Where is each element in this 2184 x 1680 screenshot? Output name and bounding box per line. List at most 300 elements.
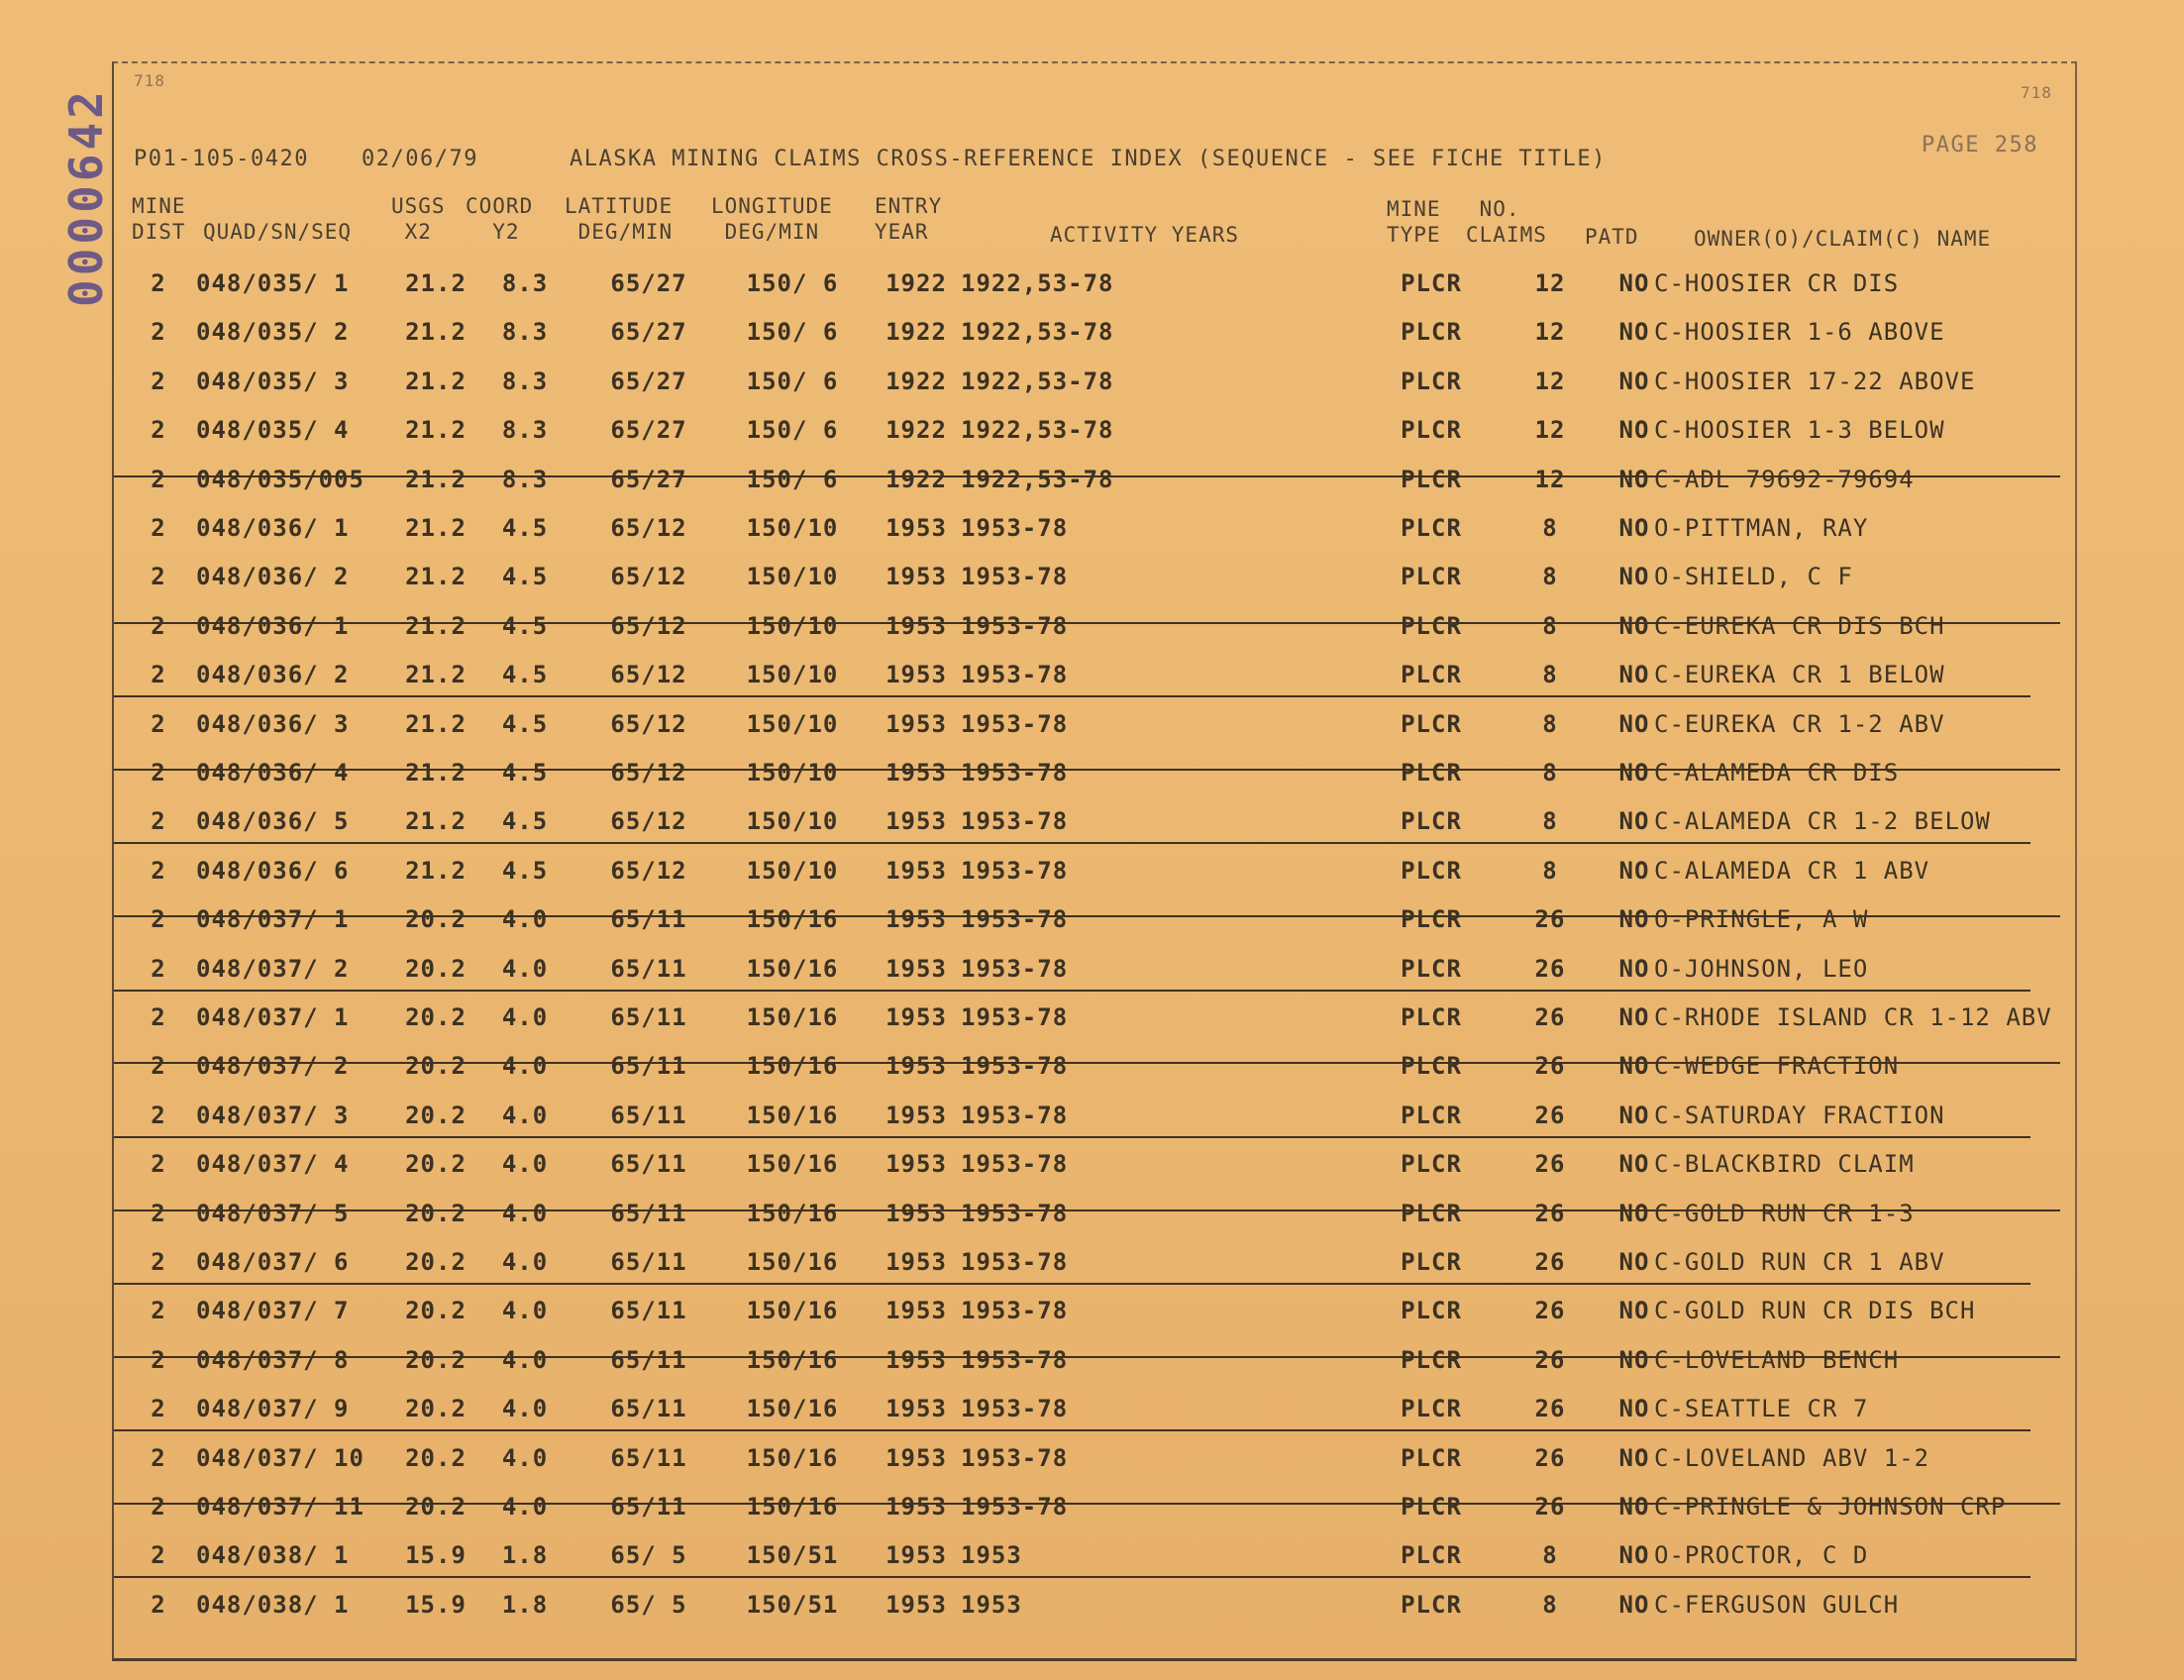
cell-quad-sn-seq: 048/038/ 1 [196, 1541, 350, 1570]
corner-mark-left: 718 [134, 71, 165, 90]
cell-activity-years: 1953-78 [961, 514, 1069, 542]
cell-longitude: 150/16 [746, 1443, 839, 1472]
cell-latitude: 65/12 [610, 759, 687, 787]
cell-activity-years: 1922,53-78 [961, 367, 1114, 395]
cell-owner-name: C-GOLD RUN CR 1 ABV [1654, 1248, 1945, 1276]
cell-entry-year: 1922 [885, 416, 947, 445]
cell-quad-sn-seq: 048/036/ 6 [196, 856, 350, 885]
cell-mine-dist: 2 [151, 269, 166, 297]
cell-owner-name: C-GOLD RUN CR DIS BCH [1654, 1297, 1976, 1325]
cell-quad-sn-seq: 048/037/ 11 [196, 1493, 364, 1521]
cell-mine-type: PLCR [1401, 1395, 1462, 1423]
cell-usgs-x2: 21.2 [405, 661, 467, 689]
table-row [119, 1581, 2060, 1629]
cell-mine-type: PLCR [1401, 1541, 1462, 1570]
cell-no-claims: 12 [1534, 416, 1566, 445]
cell-mine-type: PLCR [1401, 514, 1462, 542]
cell-coord-y2: 4.0 [501, 1297, 549, 1325]
cell-activity-years: 1953-78 [961, 1395, 1069, 1423]
header-mine-type: MINE TYPE [1387, 197, 1441, 247]
cell-mine-type: PLCR [1401, 1297, 1462, 1325]
cell-activity-years: 1953-78 [961, 563, 1069, 591]
cell-activity-years: 1953-78 [961, 1052, 1069, 1081]
cell-usgs-x2: 21.2 [405, 318, 467, 347]
cell-mine-type: PLCR [1401, 1052, 1462, 1081]
cell-activity-years: 1953-78 [961, 954, 1069, 983]
cell-quad-sn-seq: 048/037/ 9 [196, 1395, 350, 1423]
cell-latitude: 65/12 [610, 563, 687, 591]
cell-latitude: 65/12 [610, 856, 687, 885]
cell-activity-years: 1922,53-78 [961, 318, 1114, 347]
cell-patd: NO [1618, 1541, 1650, 1570]
report-date: 02/06/79 [362, 147, 478, 171]
cell-quad-sn-seq: 048/035/ 1 [196, 269, 350, 297]
cell-entry-year: 1953 [885, 856, 947, 885]
cell-patd: NO [1618, 416, 1650, 445]
cell-latitude: 65/27 [610, 465, 687, 493]
cell-longitude: 150/10 [746, 563, 839, 591]
cell-entry-year: 1953 [885, 1248, 947, 1276]
cell-activity-years: 1922,53-78 [961, 416, 1114, 445]
cell-no-claims: 8 [1542, 759, 1558, 787]
cell-latitude: 65/27 [610, 318, 687, 347]
cell-patd: NO [1618, 465, 1650, 493]
cell-longitude: 150/ 6 [746, 465, 839, 493]
cell-coord-y2: 4.0 [501, 954, 549, 983]
cell-latitude: 65/11 [610, 1248, 687, 1276]
cell-mine-dist: 2 [151, 856, 166, 885]
cell-coord-y2: 8.3 [501, 416, 549, 445]
stamp-number: 0000642 [59, 87, 113, 307]
cell-longitude: 150/ 6 [746, 416, 839, 445]
cell-longitude: 150/10 [746, 661, 839, 689]
cell-mine-dist: 2 [151, 1150, 166, 1179]
cell-quad-sn-seq: 048/037/ 10 [196, 1443, 364, 1472]
cell-patd: NO [1618, 1297, 1650, 1325]
cell-no-claims: 26 [1534, 1003, 1566, 1031]
cell-mine-dist: 2 [151, 367, 166, 395]
cell-no-claims: 12 [1534, 367, 1566, 395]
cell-quad-sn-seq: 048/036/ 2 [196, 661, 350, 689]
cell-patd: NO [1618, 318, 1650, 347]
cell-activity-years: 1953-78 [961, 856, 1069, 885]
header-latitude: LATITUDE DEG/MIN [565, 194, 674, 244]
cell-latitude: 65/11 [610, 1493, 687, 1521]
cell-no-claims: 8 [1542, 856, 1558, 885]
cell-coord-y2: 4.0 [501, 1052, 549, 1081]
cell-activity-years: 1953-78 [961, 709, 1069, 738]
cell-longitude: 150/16 [746, 1003, 839, 1031]
cell-latitude: 65/11 [610, 1101, 687, 1129]
cell-owner-name: C-ALAMEDA CR 1 ABV [1654, 856, 1930, 885]
cell-activity-years: 1953-78 [961, 1199, 1069, 1227]
cell-mine-type: PLCR [1401, 661, 1462, 689]
cell-usgs-x2: 20.2 [405, 1101, 467, 1129]
cell-activity-years: 1953-78 [961, 1101, 1069, 1129]
cell-owner-name: C-HOOSIER 1-3 BELOW [1654, 416, 1945, 445]
cell-latitude: 65/11 [610, 954, 687, 983]
cell-activity-years: 1953-78 [961, 759, 1069, 787]
cell-patd: NO [1618, 1493, 1650, 1521]
cell-entry-year: 1953 [885, 1003, 947, 1031]
cell-quad-sn-seq: 048/037/ 1 [196, 905, 350, 934]
cell-no-claims: 26 [1534, 1150, 1566, 1179]
cell-coord-y2: 4.0 [501, 1493, 549, 1521]
cell-mine-dist: 2 [151, 1297, 166, 1325]
cell-patd: NO [1618, 1003, 1650, 1031]
cell-longitude: 150/16 [746, 1199, 839, 1227]
cell-coord-y2: 4.5 [501, 611, 549, 640]
cell-entry-year: 1953 [885, 611, 947, 640]
cell-entry-year: 1953 [885, 759, 947, 787]
cell-mine-type: PLCR [1401, 1199, 1462, 1227]
cell-mine-dist: 2 [151, 1199, 166, 1227]
cell-usgs-x2: 21.2 [405, 807, 467, 836]
cell-no-claims: 26 [1534, 1199, 1566, 1227]
cell-mine-type: PLCR [1401, 905, 1462, 934]
cell-patd: NO [1618, 514, 1650, 542]
cell-no-claims: 8 [1542, 1541, 1558, 1570]
cell-mine-dist: 2 [151, 1395, 166, 1423]
cell-patd: NO [1618, 807, 1650, 836]
cell-longitude: 150/10 [746, 856, 839, 885]
cell-patd: NO [1618, 563, 1650, 591]
report-title: ALASKA MINING CLAIMS CROSS-REFERENCE INDEX (SEQUENCE - SEE FICHE TITLE) [570, 147, 1607, 171]
cell-owner-name: O-PRINGLE, A W [1654, 905, 1869, 934]
cell-quad-sn-seq: 048/036/ 1 [196, 611, 350, 640]
table-row [119, 1190, 2060, 1238]
cell-latitude: 65/27 [610, 416, 687, 445]
cell-entry-year: 1922 [885, 465, 947, 493]
cell-latitude: 65/12 [610, 611, 687, 640]
cell-patd: NO [1618, 367, 1650, 395]
cell-entry-year: 1953 [885, 807, 947, 836]
header-patd: PATD [1585, 225, 1639, 249]
cell-longitude: 150/51 [746, 1541, 839, 1570]
cell-mine-dist: 2 [151, 954, 166, 983]
cell-owner-name: C-RHODE ISLAND CR 1-12 ABV [1654, 1003, 2052, 1031]
cell-owner-name: C-HOOSIER 17-22 ABOVE [1654, 367, 1976, 395]
cell-entry-year: 1953 [885, 954, 947, 983]
cell-coord-y2: 4.0 [501, 1150, 549, 1179]
cell-latitude: 65/27 [610, 367, 687, 395]
cell-quad-sn-seq: 048/035/ 2 [196, 318, 350, 347]
cell-patd: NO [1618, 1199, 1650, 1227]
cell-latitude: 65/11 [610, 1297, 687, 1325]
table-row [119, 602, 2060, 651]
cell-quad-sn-seq: 048/035/005 [196, 465, 364, 493]
cell-coord-y2: 1.8 [501, 1541, 549, 1570]
cell-usgs-x2: 20.2 [405, 905, 467, 934]
table-row [119, 651, 2060, 699]
cell-coord-y2: 4.0 [501, 1003, 549, 1031]
cell-usgs-x2: 21.2 [405, 465, 467, 493]
cell-coord-y2: 4.5 [501, 514, 549, 542]
header-longitude: LONGITUDE DEG/MIN [711, 194, 833, 244]
cell-mine-dist: 2 [151, 759, 166, 787]
cell-quad-sn-seq: 048/036/ 2 [196, 563, 350, 591]
cell-coord-y2: 4.5 [501, 709, 549, 738]
header-owner-claim-name: OWNER(O)/CLAIM(C) NAME [1694, 227, 1992, 251]
cell-activity-years: 1953-78 [961, 1493, 1069, 1521]
table-row [119, 895, 2060, 944]
cell-usgs-x2: 21.2 [405, 563, 467, 591]
cell-usgs-x2: 21.2 [405, 709, 467, 738]
cell-usgs-x2: 21.2 [405, 514, 467, 542]
cell-coord-y2: 8.3 [501, 367, 549, 395]
header-entry-year: ENTRY YEAR [875, 194, 943, 244]
cell-entry-year: 1953 [885, 1101, 947, 1129]
table-row [119, 994, 2060, 1042]
cell-patd: NO [1618, 759, 1650, 787]
cell-longitude: 150/10 [746, 514, 839, 542]
cell-entry-year: 1953 [885, 563, 947, 591]
cell-latitude: 65/11 [610, 1150, 687, 1179]
cell-usgs-x2: 21.2 [405, 856, 467, 885]
cell-quad-sn-seq: 048/037/ 1 [196, 1003, 350, 1031]
cell-no-claims: 8 [1542, 1590, 1558, 1619]
cell-mine-type: PLCR [1401, 759, 1462, 787]
cell-no-claims: 26 [1534, 1101, 1566, 1129]
cell-mine-dist: 2 [151, 416, 166, 445]
cell-latitude: 65/12 [610, 514, 687, 542]
cell-no-claims: 26 [1534, 1345, 1566, 1374]
cell-owner-name: C-SATURDAY FRACTION [1654, 1101, 1945, 1129]
cell-coord-y2: 4.5 [501, 563, 549, 591]
cell-longitude: 150/10 [746, 759, 839, 787]
cell-coord-y2: 4.5 [501, 759, 549, 787]
cell-longitude: 150/16 [746, 1395, 839, 1423]
table-row [119, 847, 2060, 895]
table-row [119, 1434, 2060, 1483]
cell-patd: NO [1618, 954, 1650, 983]
cell-no-claims: 8 [1542, 563, 1558, 591]
cell-mine-type: PLCR [1401, 269, 1462, 297]
cell-quad-sn-seq: 048/036/ 5 [196, 807, 350, 836]
cell-patd: NO [1618, 1248, 1650, 1276]
cell-no-claims: 8 [1542, 807, 1558, 836]
cell-quad-sn-seq: 048/037/ 3 [196, 1101, 350, 1129]
cell-activity-years: 1953-78 [961, 807, 1069, 836]
cell-usgs-x2: 21.2 [405, 416, 467, 445]
cell-activity-years: 1922,53-78 [961, 269, 1114, 297]
cell-coord-y2: 8.3 [501, 269, 549, 297]
cell-quad-sn-seq: 048/036/ 1 [196, 514, 350, 542]
cell-quad-sn-seq: 048/036/ 4 [196, 759, 350, 787]
table-row [119, 1531, 2060, 1580]
cell-activity-years: 1953 [961, 1590, 1022, 1619]
cell-no-claims: 12 [1534, 465, 1566, 493]
cell-mine-type: PLCR [1401, 563, 1462, 591]
cell-longitude: 150/51 [746, 1590, 839, 1619]
cell-coord-y2: 4.0 [501, 1101, 549, 1129]
table-row [119, 406, 2060, 455]
cell-mine-dist: 2 [151, 1248, 166, 1276]
cell-coord-y2: 1.8 [501, 1590, 549, 1619]
header-coord-y2: COORD Y2 [466, 194, 534, 244]
cell-entry-year: 1953 [885, 1297, 947, 1325]
cell-mine-type: PLCR [1401, 611, 1462, 640]
cell-entry-year: 1953 [885, 1199, 947, 1227]
report-header [134, 133, 2075, 176]
cell-mine-dist: 2 [151, 807, 166, 836]
cell-mine-dist: 2 [151, 1101, 166, 1129]
cell-mine-dist: 2 [151, 1052, 166, 1081]
cell-patd: NO [1618, 661, 1650, 689]
cell-entry-year: 1953 [885, 1443, 947, 1472]
table-row [119, 749, 2060, 797]
cell-patd: NO [1618, 611, 1650, 640]
cell-mine-dist: 2 [151, 514, 166, 542]
cell-quad-sn-seq: 048/037/ 7 [196, 1297, 350, 1325]
cell-owner-name: C-HOOSIER 1-6 ABOVE [1654, 318, 1945, 347]
cell-mine-type: PLCR [1401, 465, 1462, 493]
page-label: PAGE 258 [1922, 133, 2038, 158]
cell-mine-type: PLCR [1401, 1345, 1462, 1374]
cell-longitude: 150/16 [746, 1052, 839, 1081]
cell-patd: NO [1618, 269, 1650, 297]
table-row [119, 504, 2060, 553]
cell-usgs-x2: 15.9 [405, 1590, 467, 1619]
cell-entry-year: 1953 [885, 514, 947, 542]
cell-patd: NO [1618, 1345, 1650, 1374]
cell-usgs-x2: 21.2 [405, 611, 467, 640]
cell-coord-y2: 4.5 [501, 807, 549, 836]
cell-quad-sn-seq: 048/037/ 2 [196, 954, 350, 983]
cell-longitude: 150/16 [746, 1101, 839, 1129]
cell-no-claims: 8 [1542, 514, 1558, 542]
cell-usgs-x2: 20.2 [405, 1052, 467, 1081]
cell-usgs-x2: 20.2 [405, 1493, 467, 1521]
cell-latitude: 65/27 [610, 269, 687, 297]
cell-longitude: 150/16 [746, 905, 839, 934]
cell-owner-name: C-LOVELAND ABV 1-2 [1654, 1443, 1930, 1472]
cell-coord-y2: 4.0 [501, 1345, 549, 1374]
cell-coord-y2: 4.0 [501, 1199, 549, 1227]
cell-activity-years: 1953 [961, 1541, 1022, 1570]
cell-usgs-x2: 20.2 [405, 1248, 467, 1276]
cell-longitude: 150/ 6 [746, 318, 839, 347]
cell-mine-type: PLCR [1401, 1493, 1462, 1521]
cell-usgs-x2: 15.9 [405, 1541, 467, 1570]
cell-entry-year: 1953 [885, 1493, 947, 1521]
cell-owner-name: O-PITTMAN, RAY [1654, 514, 1869, 542]
cell-activity-years: 1953-78 [961, 905, 1069, 934]
table-row [119, 553, 2060, 601]
cell-latitude: 65/11 [610, 1443, 687, 1472]
cell-mine-dist: 2 [151, 661, 166, 689]
cell-mine-dist: 2 [151, 611, 166, 640]
cell-latitude: 65/12 [610, 709, 687, 738]
cell-patd: NO [1618, 1052, 1650, 1081]
table-row [119, 260, 2060, 308]
cell-entry-year: 1953 [885, 661, 947, 689]
cell-mine-type: PLCR [1401, 709, 1462, 738]
cell-usgs-x2: 21.2 [405, 367, 467, 395]
cell-activity-years: 1953-78 [961, 1003, 1069, 1031]
cell-mine-dist: 2 [151, 1443, 166, 1472]
table-row [119, 945, 2060, 994]
cell-owner-name: C-WEDGE FRACTION [1654, 1052, 1900, 1081]
cell-owner-name: C-EUREKA CR DIS BCH [1654, 611, 1945, 640]
cell-activity-years: 1953-78 [961, 1150, 1069, 1179]
header-usgs-x2: USGS X2 [391, 194, 446, 244]
cell-no-claims: 26 [1534, 1052, 1566, 1081]
cell-no-claims: 8 [1542, 611, 1558, 640]
cell-no-claims: 26 [1534, 905, 1566, 934]
cell-entry-year: 1953 [885, 1590, 947, 1619]
cell-coord-y2: 4.0 [501, 905, 549, 934]
cell-owner-name: O-JOHNSON, LEO [1654, 954, 1869, 983]
cell-activity-years: 1953-78 [961, 611, 1069, 640]
cell-mine-dist: 2 [151, 1493, 166, 1521]
cell-mine-type: PLCR [1401, 1590, 1462, 1619]
cell-usgs-x2: 21.2 [405, 269, 467, 297]
cell-owner-name: C-ALAMEDA CR DIS [1654, 759, 1900, 787]
cell-owner-name: C-FERGUSON GULCH [1654, 1590, 1900, 1619]
table-row [119, 1140, 2060, 1189]
cell-activity-years: 1953-78 [961, 1297, 1069, 1325]
table-row [119, 1336, 2060, 1385]
cell-coord-y2: 4.0 [501, 1248, 549, 1276]
cell-latitude: 65/11 [610, 905, 687, 934]
cell-no-claims: 26 [1534, 1443, 1566, 1472]
cell-coord-y2: 4.5 [501, 661, 549, 689]
table-row [119, 797, 2060, 846]
cell-usgs-x2: 20.2 [405, 954, 467, 983]
cell-latitude: 65/11 [610, 1052, 687, 1081]
cell-quad-sn-seq: 048/037/ 8 [196, 1345, 350, 1374]
cell-mine-dist: 2 [151, 905, 166, 934]
table-row [119, 1092, 2060, 1140]
table-row [119, 358, 2060, 406]
cell-latitude: 65/11 [610, 1003, 687, 1031]
cell-no-claims: 8 [1542, 661, 1558, 689]
table-row [119, 1385, 2060, 1433]
cell-longitude: 150/16 [746, 1248, 839, 1276]
cell-no-claims: 26 [1534, 954, 1566, 983]
cell-activity-years: 1922,53-78 [961, 465, 1114, 493]
cell-coord-y2: 4.0 [501, 1395, 549, 1423]
cell-usgs-x2: 20.2 [405, 1297, 467, 1325]
cell-no-claims: 26 [1534, 1395, 1566, 1423]
cell-coord-y2: 4.0 [501, 1443, 549, 1472]
cell-entry-year: 1922 [885, 269, 947, 297]
cell-longitude: 150/ 6 [746, 269, 839, 297]
cell-latitude: 65/ 5 [610, 1590, 687, 1619]
cell-longitude: 150/10 [746, 611, 839, 640]
table-row [119, 1238, 2060, 1287]
table-row [119, 1042, 2060, 1091]
cell-longitude: 150/16 [746, 954, 839, 983]
report-id: P01-105-0420 [134, 147, 309, 171]
cell-owner-name: C-GOLD RUN CR 1-3 [1654, 1199, 1915, 1227]
cell-owner-name: C-BLACKBIRD CLAIM [1654, 1150, 1915, 1179]
cell-owner-name: C-ADL 79692-79694 [1654, 465, 1915, 493]
cell-no-claims: 26 [1534, 1297, 1566, 1325]
cell-no-claims: 8 [1542, 709, 1558, 738]
cell-latitude: 65/12 [610, 661, 687, 689]
cell-activity-years: 1953-78 [961, 661, 1069, 689]
cell-mine-dist: 2 [151, 709, 166, 738]
table-row [119, 1287, 2060, 1335]
cell-mine-type: PLCR [1401, 416, 1462, 445]
cell-usgs-x2: 20.2 [405, 1395, 467, 1423]
cell-longitude: 150/10 [746, 709, 839, 738]
cell-activity-years: 1953-78 [961, 1345, 1069, 1374]
cell-coord-y2: 8.3 [501, 318, 549, 347]
cell-patd: NO [1618, 905, 1650, 934]
